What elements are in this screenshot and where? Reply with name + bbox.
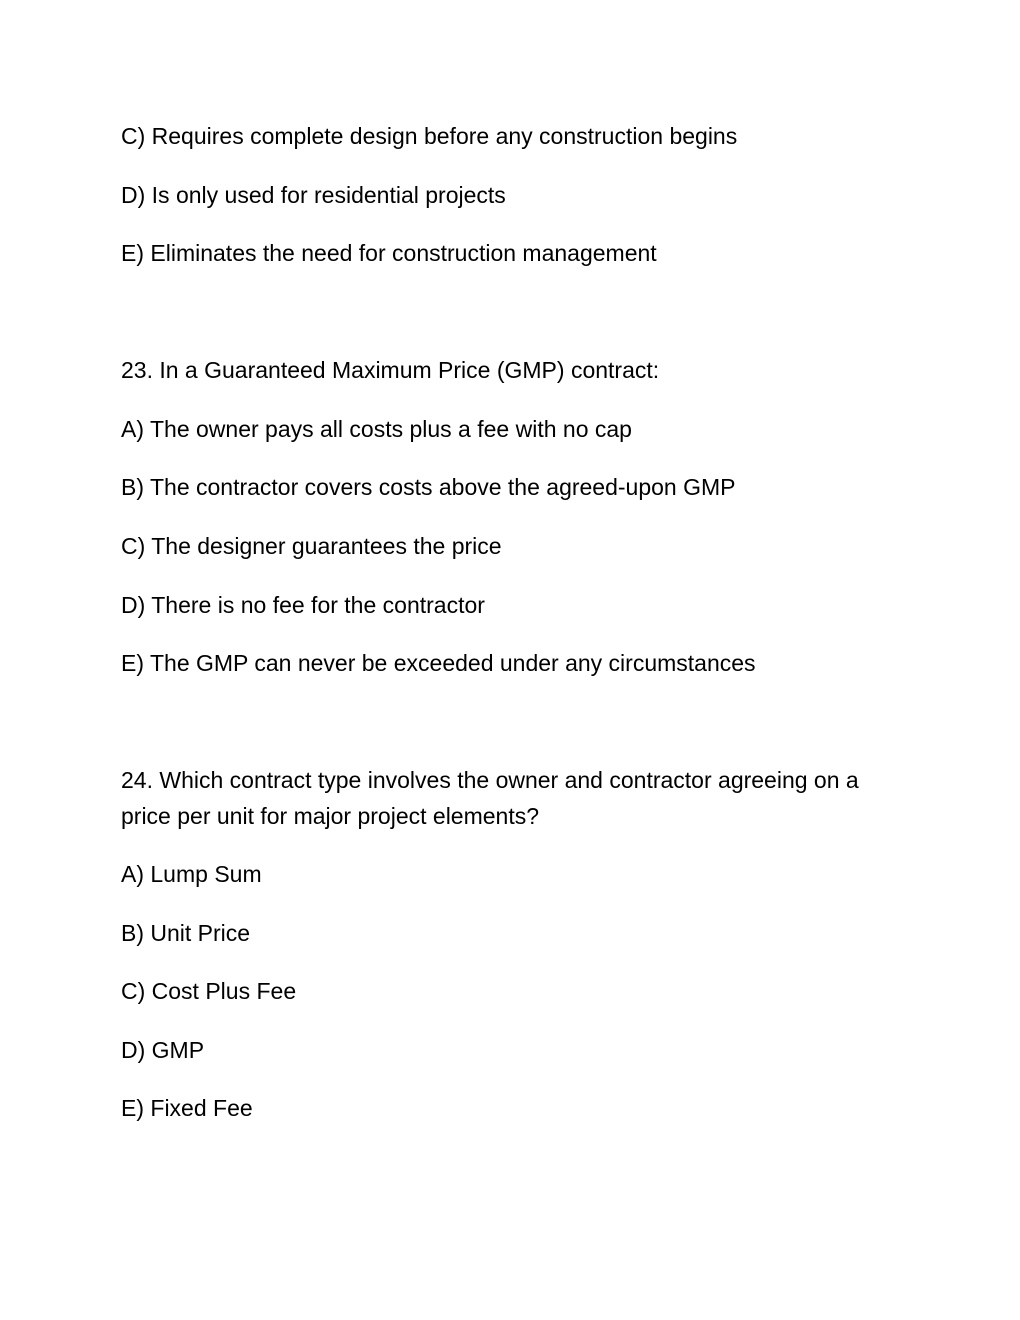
q23-question: 23. In a Guaranteed Maximum Price (GMP) contract:: [121, 357, 660, 383]
q24-option-a: A) Lump Sum: [121, 861, 262, 887]
q24-option-c: C) Cost Plus Fee: [121, 978, 297, 1004]
q24-option-d: D) GMP: [121, 1037, 205, 1063]
q22-option-e: E) Eliminates the need for construction management: [121, 240, 657, 266]
q24-option-e: E) Fixed Fee: [121, 1095, 253, 1121]
q22-option-d: D) Is only used for residential projects: [121, 182, 506, 208]
q23-option-a: A) The owner pays all costs plus a fee with no cap: [121, 416, 632, 442]
q24-question: 24. Which contract type involves the owner and contractor agreeing on a price per unit for major project elements?: [121, 767, 859, 829]
q23-option-b: B) The contractor covers costs above the agreed-upon GMP: [121, 474, 736, 500]
q23-option-d: D) There is no fee for the contractor: [121, 592, 485, 618]
q24-option-b: B) Unit Price: [121, 920, 251, 946]
q22-option-c: C) Requires complete design before any construction begins: [121, 123, 738, 149]
q23-option-c: C) The designer guarantees the price: [121, 533, 502, 559]
q23-option-e: E) The GMP can never be exceeded under any circumstances: [121, 650, 756, 676]
